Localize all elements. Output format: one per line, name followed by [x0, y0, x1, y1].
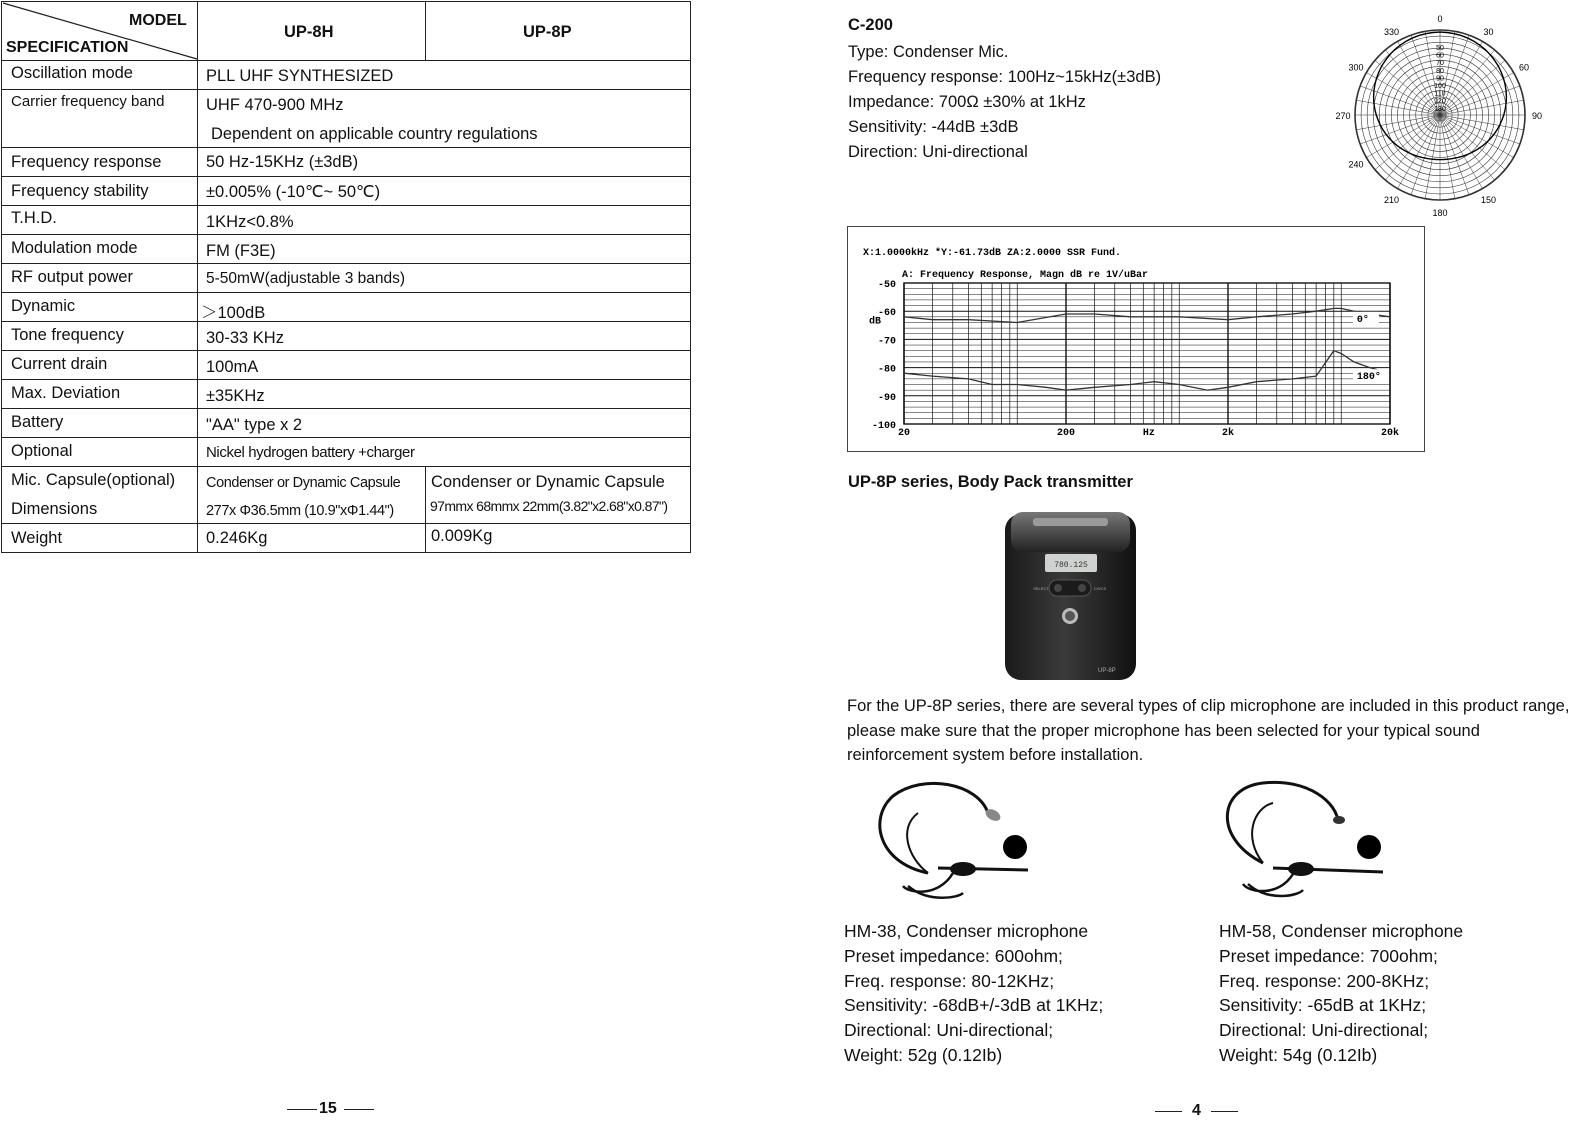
row-label: T.H.D.: [11, 209, 57, 227]
row-value: "AA" type x 2: [206, 416, 303, 434]
row-value: Nickel hydrogen battery +charger: [206, 444, 415, 461]
row-value: 50 Hz-15KHz (±3dB): [206, 153, 359, 171]
row-divider: [1, 147, 691, 148]
hm38-headset-image: [868, 778, 1043, 908]
hm58-line: HM-58, Condenser microphone: [1219, 921, 1464, 941]
polar-angle-label: 240: [1348, 159, 1364, 170]
hm38-line: Freq. response: 80-12KHz;: [844, 970, 1055, 991]
capsule-up8h: Condenser or Dynamic Capsule: [206, 475, 401, 491]
polar-ring-label: 90: [1436, 75, 1444, 83]
polar-ring-label: 100: [1434, 83, 1446, 90]
polar-ring-label: 80: [1436, 67, 1444, 75]
row-value: 1KHz<0.8%: [206, 213, 294, 231]
row-label: Optional: [11, 442, 73, 460]
polar-ring-label: 50: [1436, 45, 1444, 52]
polar-angle-label: 210: [1383, 195, 1400, 206]
dimensions-label: Dimensions: [11, 500, 98, 518]
frequency-response-chart: [847, 226, 1425, 452]
y-tick-label: -90: [877, 392, 896, 404]
polar-ring-label: 120: [1434, 98, 1446, 106]
row-label: RF output power: [11, 268, 133, 286]
row-divider: [1, 321, 691, 322]
col-divider: [197, 1, 198, 552]
row-value: ±35KHz: [206, 387, 265, 405]
col-up8p: UP-8P: [523, 23, 572, 41]
row-value: UHF 470-900 MHz: [206, 96, 344, 114]
row-divider: [1, 523, 691, 524]
bodypack-model-label: UP-8P: [1098, 668, 1116, 674]
y-axis-label: dB: [869, 316, 882, 328]
bodypack-paragraph: For the UP-8P series, there are several types of clip microphone are included in this product range, please make sure that the proper microphone has been selected for your typical sound reinforcement system before installation.: [847, 697, 1570, 764]
weight-label: Weight: [11, 529, 63, 547]
row-value: 100mA: [206, 358, 259, 376]
c200-spec-line: Direction: Uni-directional: [848, 143, 1028, 161]
row-value: FM (F3E): [206, 242, 276, 260]
hm38-line: Directional: Uni-directional;: [844, 1020, 1054, 1041]
polar-angle-label: 150: [1480, 195, 1497, 206]
corner-specification: SPECIFICATION: [6, 39, 129, 56]
y-tick-label: -50: [877, 280, 896, 291]
polar-angle-label: 90: [1531, 111, 1543, 121]
row-divider: [1, 60, 691, 61]
row-divider: [1, 205, 691, 206]
row-divider: [1, 350, 691, 351]
row-divider: [1, 437, 691, 438]
hm58-line: Sensitivity: -65dB at 1KHz;: [1219, 995, 1427, 1016]
polar-angle-label: 330: [1383, 26, 1400, 37]
series-label: 0°: [1356, 314, 1369, 326]
plot-frame: [904, 283, 1390, 424]
col-divider: [425, 466, 426, 552]
row-label: Max. Deviation: [11, 384, 121, 402]
polar-ring-label: 70: [1436, 60, 1444, 68]
polar-angle-label: 30: [1483, 26, 1494, 37]
row-label: Tone frequency: [11, 326, 124, 344]
capsule-up8p: Condenser or Dynamic Capsule: [431, 473, 665, 491]
hm58-line: Weight: 54g (0.12Ib): [1219, 1044, 1378, 1065]
polar-angle-label: 180: [1432, 208, 1448, 218]
weight-up8h: 0.246Kg: [206, 529, 268, 547]
row-label: Current drain: [11, 355, 108, 373]
c200-spec-line: Sensitivity: -44dB ±3dB: [848, 118, 1019, 136]
polar-ring-label: 130: [1434, 105, 1446, 113]
polar-angle-label: 300: [1348, 62, 1364, 73]
hm58-line: Directional: Uni-directional;: [1219, 1020, 1429, 1041]
bodypack-button-label: CH/CS: [1093, 586, 1107, 591]
x-tick-label: 200: [1056, 428, 1076, 439]
x-tick-label: 20k: [1380, 428, 1400, 439]
row-label: Carrier frequency band: [11, 93, 165, 110]
hm58-headset-image: [1213, 778, 1388, 908]
page-number-rule: [1211, 1111, 1238, 1112]
y-tick-label: -100: [871, 421, 896, 432]
c200-spec-line: Type: Condenser Mic.: [848, 43, 1009, 61]
row-divider: [1, 263, 691, 264]
row-label: Battery: [11, 413, 64, 431]
row-label: Frequency stability: [11, 182, 149, 200]
hm38-specs: [844, 919, 1103, 1068]
x-tick-label: 2k: [1221, 428, 1235, 439]
x-tick-label: Hz: [1142, 428, 1155, 439]
c200-title: C-200: [848, 16, 893, 34]
bodypack-transmitter-image: [1003, 510, 1138, 682]
c200-spec-line: Impedance: 700Ω ±30% at 1kHz: [848, 93, 1086, 111]
dim-up8p: 97mmx 68mmx 22mm(3.82"x2.68"x0.87"): [430, 498, 668, 514]
hm38-line: Sensitivity: -68dB+/-3dB at 1KHz;: [844, 995, 1104, 1016]
hm58-line: Preset impedance: 700ohm;: [1219, 945, 1438, 966]
y-tick-label: -60: [877, 308, 896, 320]
hm58-specs: [1219, 919, 1463, 1068]
page-number: 4: [1192, 1102, 1201, 1119]
row-divider: [1, 466, 691, 467]
chart-header: X:1.0000kHz *Y:-61.73dB ZA:2.0000 SSR Fund.: [863, 248, 1122, 259]
series-label: 180°: [1356, 372, 1381, 384]
row-divider: [1, 176, 691, 177]
page-number-rule: [344, 1109, 374, 1110]
hm58-line: Freq. response: 200-8KHz;: [1219, 970, 1430, 991]
c200-spec-line: Frequency response: 100Hz~15kHz(±3dB): [848, 68, 1162, 86]
row-value: PLL UHF SYNTHESIZED: [206, 67, 394, 85]
polar-ring-label: 110: [1434, 90, 1446, 98]
capsule-label: Mic. Capsule(optional): [11, 471, 176, 489]
row-value-note: Dependent on applicable country regulations: [211, 125, 538, 143]
hm38-line: HM-38, Condenser microphone: [844, 921, 1089, 941]
col-divider: [425, 1, 426, 60]
polar-angle-label: 270: [1335, 111, 1351, 121]
hm38-line: Weight: 52g (0.12Ib): [844, 1044, 1003, 1065]
spec-table: [1, 1, 691, 553]
y-tick-label: -70: [877, 336, 896, 348]
polar-angle-label: 60: [1518, 62, 1530, 73]
row-divider: [1, 234, 691, 235]
y-tick-label: -80: [877, 364, 896, 376]
row-value: ±0.005% (-10℃~ 50℃): [206, 183, 381, 201]
polar-angle-label: 0: [1437, 14, 1443, 24]
row-value: 5-50mW(adjustable 3 bands): [206, 270, 406, 287]
row-divider: [1, 379, 691, 380]
series-line-0deg: [904, 308, 1390, 322]
row-label: Dynamic: [11, 297, 76, 315]
page-number: 15: [319, 1100, 337, 1117]
weight-up8p: 0.009Kg: [431, 527, 493, 545]
row-divider: [1, 408, 691, 409]
bodypack-title: UP-8P series, Body Pack transmitter: [848, 473, 1133, 491]
bodypack-button-label: SELECT: [1033, 586, 1049, 591]
x-tick-label: 20: [897, 428, 911, 439]
row-value: 30-33 KHz: [206, 329, 284, 347]
polar-ring-label: 60: [1436, 52, 1444, 60]
row-label: Oscillation mode: [11, 64, 133, 82]
row-value: ＞100dB: [201, 304, 266, 322]
chart-subtitle: A: Frequency Response, Magn dB re 1V/uBar: [902, 270, 1149, 281]
row-label: Frequency response: [11, 153, 162, 171]
page-number-rule: [287, 1109, 317, 1110]
page-number-rule: [1155, 1111, 1182, 1112]
row-label: Modulation mode: [11, 239, 138, 257]
row-divider: [1, 89, 691, 90]
hm38-line: Preset impedance: 600ohm;: [844, 945, 1063, 966]
col-up8h: UP-8H: [284, 23, 334, 41]
dim-up8h: 277x Φ36.5mm (10.9"xΦ1.44"): [206, 503, 394, 519]
bodypack-display-text: 780.125: [1054, 561, 1088, 570]
polar-pattern-chart: [1335, 12, 1545, 220]
row-divider: [1, 292, 691, 293]
corner-model: MODEL: [129, 12, 187, 29]
